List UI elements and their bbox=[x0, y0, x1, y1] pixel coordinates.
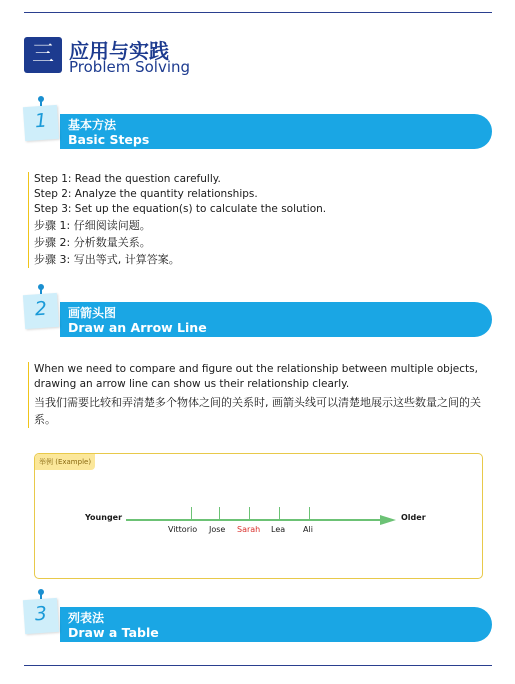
section-number-badge: 三 bbox=[24, 37, 62, 73]
tick-jose bbox=[219, 507, 220, 520]
step-text-en-1: Step 1: Read the question carefully. bbox=[34, 173, 221, 185]
arrow-line-text bbox=[28, 362, 489, 428]
name-jose: Jose bbox=[209, 525, 226, 534]
tick-ali bbox=[309, 507, 310, 520]
step-2-title-en: Draw an Arrow Line bbox=[68, 320, 207, 335]
step-text-zh-3: 步骤 3: 写出等式, 计算答案。 bbox=[34, 253, 180, 266]
pin-icon bbox=[38, 589, 44, 595]
step-2-note bbox=[23, 293, 59, 329]
step-1-title-en: Basic Steps bbox=[68, 132, 150, 147]
bottom-rule bbox=[24, 665, 492, 666]
step-text-zh-1: 步骤 1: 仔细阅读问题。 bbox=[34, 219, 151, 232]
step-1-number: 1 bbox=[34, 109, 48, 133]
name-sarah-highlighted: Sarah bbox=[237, 525, 261, 534]
step-text-en-2: Step 2: Analyze the quantity relationships. bbox=[34, 188, 258, 200]
younger-label: Younger bbox=[85, 513, 123, 522]
step-3-note bbox=[23, 598, 59, 634]
tick-sarah bbox=[249, 507, 250, 520]
arrow-head-icon bbox=[380, 515, 396, 525]
name-vittorio: Vittorio bbox=[168, 525, 198, 534]
pin-icon bbox=[38, 96, 44, 102]
step-2-number: 2 bbox=[34, 297, 48, 321]
arrow-line bbox=[126, 519, 381, 521]
section-title-en: Problem Solving bbox=[69, 58, 191, 76]
basic-steps-text bbox=[28, 172, 326, 268]
name-lea: Lea bbox=[271, 525, 286, 534]
pin-icon bbox=[38, 284, 44, 290]
example-box bbox=[34, 453, 483, 579]
older-label: Older bbox=[401, 513, 426, 522]
step-3-number: 3 bbox=[34, 602, 48, 626]
example-tag: 举例 (Example) bbox=[35, 454, 95, 470]
tick-vittorio bbox=[191, 507, 192, 520]
step-1-note bbox=[23, 105, 59, 141]
name-ali: Ali bbox=[303, 525, 313, 534]
tick-lea bbox=[279, 507, 280, 520]
step-text-zh-2: 步骤 2: 分析数量关系。 bbox=[34, 236, 151, 249]
step-3-title-zh: 列表法 bbox=[68, 611, 105, 625]
arrow-line-text-zh: 当我们需要比较和弄清楚多个物体之间的关系时, 画箭头线可以清楚地展示这些数量之间的关系。 bbox=[34, 396, 481, 426]
step-2-bar bbox=[60, 302, 492, 337]
step-3-bar bbox=[60, 607, 492, 642]
top-rule bbox=[24, 12, 492, 13]
step-2-title-zh: 画箭头图 bbox=[68, 306, 117, 320]
arrow-line-text-en: When we need to compare and figure out the relationship between multiple objects, drawing an arrow line can show us their relationship clearly. bbox=[34, 363, 478, 390]
step-1-bar bbox=[60, 114, 492, 149]
step-3-title-en: Draw a Table bbox=[68, 625, 159, 640]
step-1-title-zh: 基本方法 bbox=[68, 118, 117, 132]
step-text-en-3: Step 3: Set up the equation(s) to calculate the solution. bbox=[34, 203, 327, 215]
section-title-zh: 应用与实践 bbox=[69, 39, 169, 63]
